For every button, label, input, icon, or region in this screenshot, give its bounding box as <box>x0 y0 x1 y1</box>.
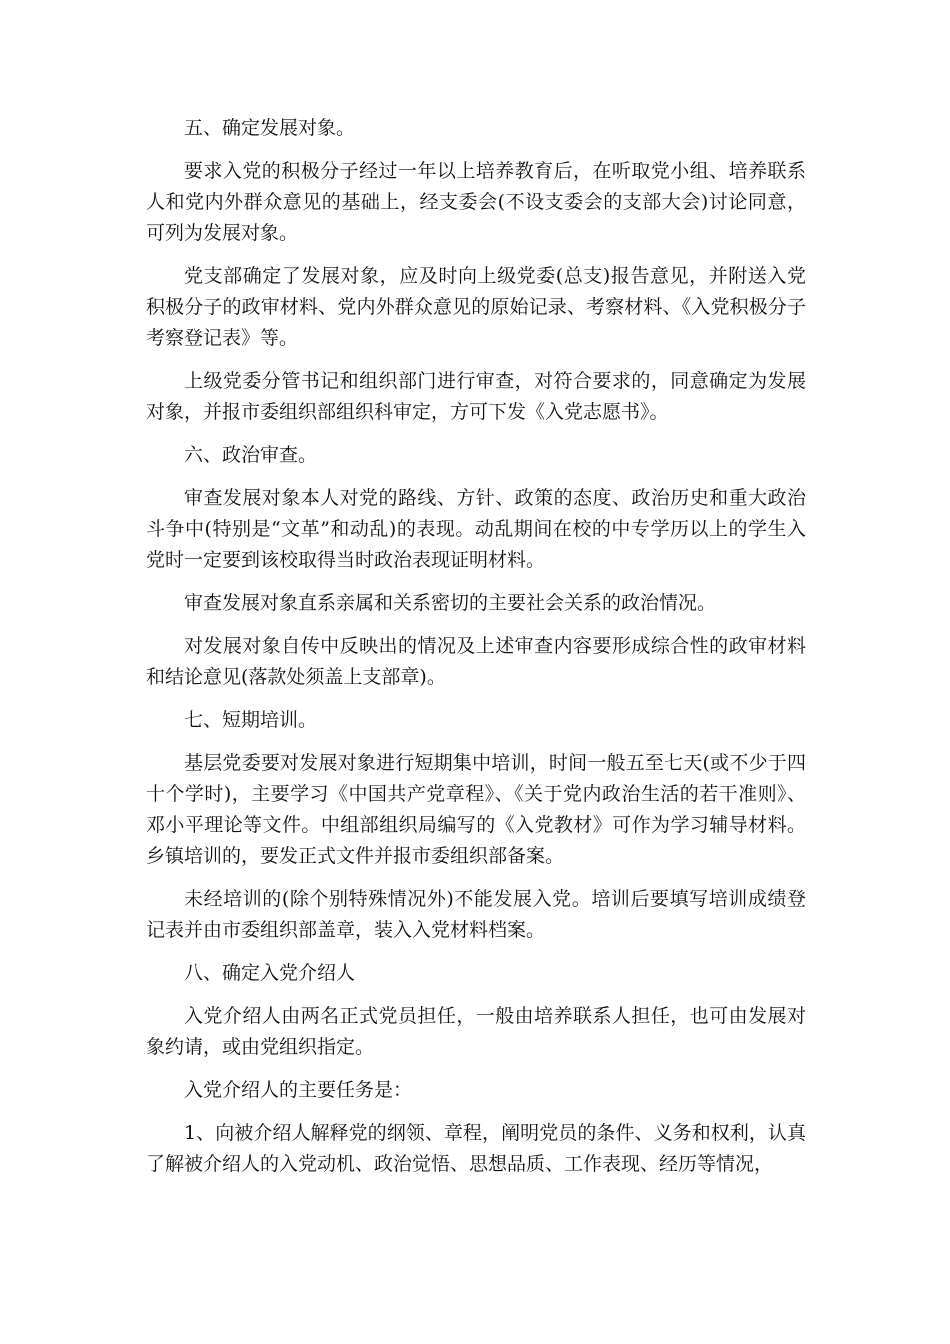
paragraph: 审查发展对象本人对党的路线、方针、政策的态度、政治历史和重大政治斗争中(特别是“文革”和动乱)的表现。动乱期间在校的中专学历以上的学生入党时一定要到该校取得当时政治表现证明材料。 <box>146 487 806 571</box>
paragraph: 上级党委分管书记和组织部门进行审查，对符合要求的，同意确定为发展对象，并报市委组织部组织科审定，方可下发《入党志愿书》。 <box>146 370 806 423</box>
paragraph: 要求入党的积极分子经过一年以上培养教育后，在听取党小组、培养联系人和党内外群众意见的基础上，经支委会(不设支委会的支部大会)讨论同意，可列为发展对象。 <box>146 160 806 244</box>
section-heading-7: 七、短期培训。 <box>184 709 318 731</box>
paragraph: 未经培训的(除个别特殊情况外)不能发展入党。培训后要填写培训成绩登记表并由市委组织部盖章，装入入党材料档案。 <box>146 888 806 941</box>
paragraph: 入党介绍人的主要任务是： <box>184 1079 413 1101</box>
section-heading-8: 八、确定入党介绍人 <box>184 962 356 984</box>
paragraph: 基层党委要对发展对象进行短期集中培训，时间一般五至七天(或不少于四十个学时)，主要学习《中国共产党章程》、《关于党内政治生活的若干准则》、邓小平理论等文件。中组部组织局编写的《入党教材》可作为学习辅导材料。乡镇培训的，要发正式文件并报市委组织部备案。 <box>146 752 806 867</box>
section-heading-6: 六、政治审查。 <box>184 444 318 466</box>
paragraph: 入党介绍人由两名正式党员担任，一般由培养联系人担任，也可由发展对象约请，或由党组织指定。 <box>146 1005 806 1058</box>
paragraph: 审查发展对象直系亲属和关系密切的主要社会关系的政治情况。 <box>184 592 717 614</box>
paragraph: 1、向被介绍人解释党的纲领、章程，阐明党员的条件、义务和权利，认真了解被介绍人的入党动机、政治觉悟、思想品质、工作表现、经历等情况， <box>146 1122 806 1175</box>
document-body <box>146 113 806 1192</box>
section-heading-5: 五、确定发展对象。 <box>184 117 356 139</box>
paragraph: 党支部确定了发展对象，应及时向上级党委(总支)报告意见，并附送入党积极分子的政审材料、党内外群众意见的原始记录、考察材料、《入党积极分子考察登记表》等。 <box>146 265 806 349</box>
paragraph: 对发展对象自传中反映出的情况及上述审查内容要形成综合性的政审材料和结论意见(落款处须盖上支部章)。 <box>146 635 806 688</box>
